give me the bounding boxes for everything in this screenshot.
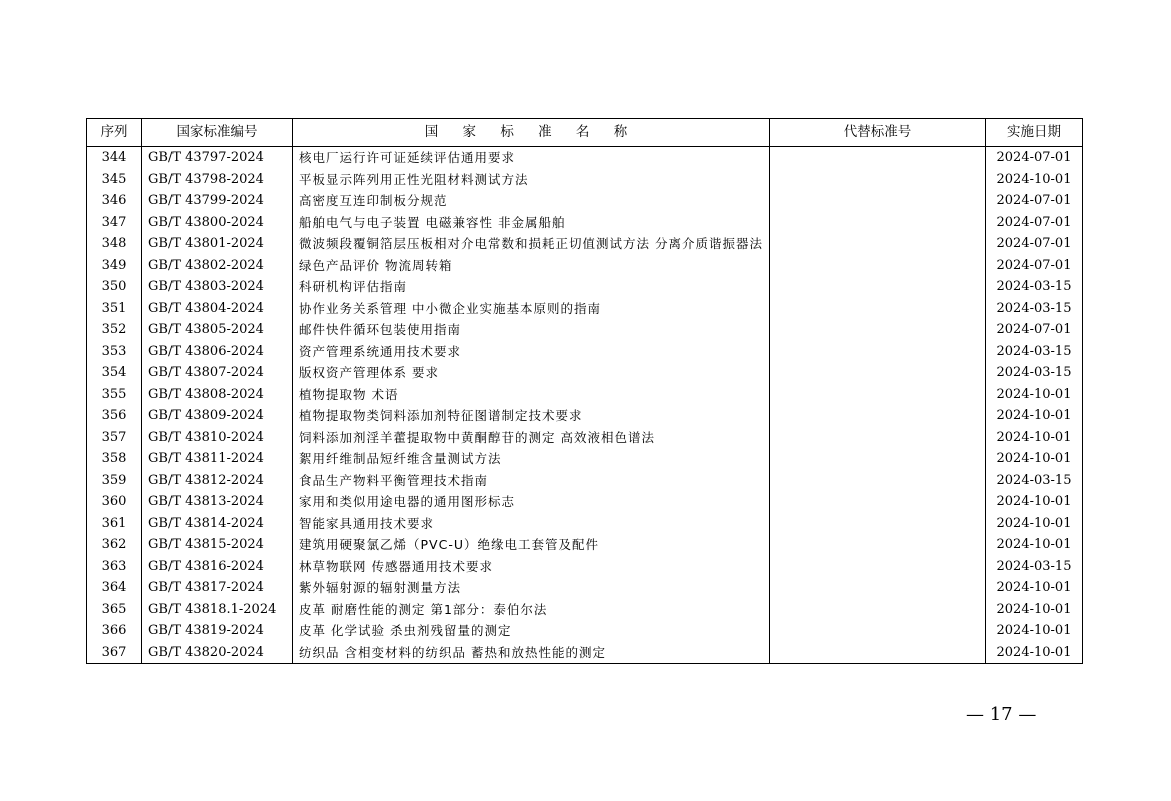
cell-date: 2024-07-01 xyxy=(986,190,1083,212)
table-row xyxy=(87,233,1083,255)
page-number: — 17 — xyxy=(966,704,1037,725)
cell-name: 高密度互连印制板分规范 xyxy=(293,190,770,212)
cell-code: GB/T 43797-2024 xyxy=(142,147,293,169)
cell-replaced xyxy=(770,212,986,234)
cell-name: 皮革 化学试验 杀虫剂残留量的测定 xyxy=(293,620,770,642)
cell-name: 家用和类似用途电器的通用图形标志 xyxy=(293,491,770,513)
cell-replaced xyxy=(770,319,986,341)
cell-seq: 350 xyxy=(87,276,142,298)
cell-date: 2024-03-15 xyxy=(986,556,1083,578)
cell-code: GB/T 43818.1-2024 xyxy=(142,599,293,621)
table-row xyxy=(87,319,1083,341)
standards-table xyxy=(86,118,1083,664)
cell-code: GB/T 43801-2024 xyxy=(142,233,293,255)
cell-date: 2024-07-01 xyxy=(986,319,1083,341)
cell-seq: 352 xyxy=(87,319,142,341)
table-row xyxy=(87,190,1083,212)
cell-name: 建筑用硬聚氯乙烯（PVC-U）绝缘电工套管及配件 xyxy=(293,534,770,556)
cell-code: GB/T 43815-2024 xyxy=(142,534,293,556)
cell-replaced xyxy=(770,448,986,470)
cell-code: GB/T 43810-2024 xyxy=(142,427,293,449)
cell-name: 饲料添加剂淫羊藿提取物中黄酮醇苷的测定 高效液相色谱法 xyxy=(293,427,770,449)
cell-seq: 362 xyxy=(87,534,142,556)
cell-date: 2024-10-01 xyxy=(986,620,1083,642)
cell-date: 2024-10-01 xyxy=(986,405,1083,427)
cell-replaced xyxy=(770,384,986,406)
cell-seq: 355 xyxy=(87,384,142,406)
cell-code: GB/T 43812-2024 xyxy=(142,470,293,492)
cell-date: 2024-10-01 xyxy=(986,491,1083,513)
cell-code: GB/T 43800-2024 xyxy=(142,212,293,234)
cell-date: 2024-10-01 xyxy=(986,599,1083,621)
cell-name: 核电厂运行许可证延续评估通用要求 xyxy=(293,147,770,169)
cell-date: 2024-10-01 xyxy=(986,513,1083,535)
cell-name: 协作业务关系管理 中小微企业实施基本原则的指南 xyxy=(293,298,770,320)
cell-name: 食品生产物料平衡管理技术指南 xyxy=(293,470,770,492)
cell-replaced xyxy=(770,534,986,556)
cell-replaced xyxy=(770,513,986,535)
cell-name: 版权资产管理体系 要求 xyxy=(293,362,770,384)
cell-code: GB/T 43805-2024 xyxy=(142,319,293,341)
cell-code: GB/T 43811-2024 xyxy=(142,448,293,470)
cell-code: GB/T 43802-2024 xyxy=(142,255,293,277)
cell-date: 2024-07-01 xyxy=(986,147,1083,169)
cell-seq: 353 xyxy=(87,341,142,363)
cell-replaced xyxy=(770,642,986,664)
cell-date: 2024-10-01 xyxy=(986,642,1083,664)
cell-replaced xyxy=(770,298,986,320)
header-replaced: 代替标准号 xyxy=(770,119,986,147)
cell-seq: 364 xyxy=(87,577,142,599)
cell-name: 科研机构评估指南 xyxy=(293,276,770,298)
header-date: 实施日期 xyxy=(986,119,1083,147)
cell-code: GB/T 43807-2024 xyxy=(142,362,293,384)
cell-name: 邮件快件循环包装使用指南 xyxy=(293,319,770,341)
cell-seq: 367 xyxy=(87,642,142,664)
cell-seq: 348 xyxy=(87,233,142,255)
cell-code: GB/T 43809-2024 xyxy=(142,405,293,427)
cell-replaced xyxy=(770,233,986,255)
cell-code: GB/T 43817-2024 xyxy=(142,577,293,599)
cell-name: 平板显示阵列用正性光阻材料测试方法 xyxy=(293,169,770,191)
cell-seq: 351 xyxy=(87,298,142,320)
cell-seq: 347 xyxy=(87,212,142,234)
cell-replaced xyxy=(770,255,986,277)
cell-seq: 349 xyxy=(87,255,142,277)
cell-date: 2024-03-15 xyxy=(986,470,1083,492)
cell-seq: 363 xyxy=(87,556,142,578)
table-row xyxy=(87,513,1083,535)
table-row xyxy=(87,642,1083,664)
cell-name: 植物提取物类饲料添加剂特征图谱制定技术要求 xyxy=(293,405,770,427)
cell-name: 资产管理系统通用技术要求 xyxy=(293,341,770,363)
cell-replaced xyxy=(770,599,986,621)
header-name: 国 家 标 准 名 称 xyxy=(293,119,770,147)
table-row xyxy=(87,405,1083,427)
cell-code: GB/T 43820-2024 xyxy=(142,642,293,664)
cell-replaced xyxy=(770,190,986,212)
cell-code: GB/T 43819-2024 xyxy=(142,620,293,642)
cell-seq: 366 xyxy=(87,620,142,642)
cell-replaced xyxy=(770,169,986,191)
cell-date: 2024-10-01 xyxy=(986,427,1083,449)
cell-date: 2024-10-01 xyxy=(986,534,1083,556)
cell-replaced xyxy=(770,470,986,492)
cell-name: 皮革 耐磨性能的测定 第1部分：泰伯尔法 xyxy=(293,599,770,621)
cell-seq: 345 xyxy=(87,169,142,191)
cell-seq: 344 xyxy=(87,147,142,169)
table-row xyxy=(87,556,1083,578)
table-row xyxy=(87,212,1083,234)
table-row xyxy=(87,298,1083,320)
cell-code: GB/T 43799-2024 xyxy=(142,190,293,212)
table-row xyxy=(87,427,1083,449)
cell-date: 2024-10-01 xyxy=(986,169,1083,191)
cell-date: 2024-03-15 xyxy=(986,341,1083,363)
cell-name: 絮用纤维制品短纤维含量测试方法 xyxy=(293,448,770,470)
table-row xyxy=(87,169,1083,191)
cell-name: 植物提取物 术语 xyxy=(293,384,770,406)
cell-seq: 357 xyxy=(87,427,142,449)
cell-date: 2024-03-15 xyxy=(986,298,1083,320)
cell-seq: 358 xyxy=(87,448,142,470)
header-row xyxy=(87,119,1083,147)
table-row xyxy=(87,448,1083,470)
cell-seq: 359 xyxy=(87,470,142,492)
table-row xyxy=(87,620,1083,642)
cell-replaced xyxy=(770,577,986,599)
table-row xyxy=(87,276,1083,298)
cell-code: GB/T 43798-2024 xyxy=(142,169,293,191)
cell-date: 2024-03-15 xyxy=(986,276,1083,298)
cell-name: 船舶电气与电子装置 电磁兼容性 非金属船舶 xyxy=(293,212,770,234)
cell-date: 2024-07-01 xyxy=(986,233,1083,255)
cell-replaced xyxy=(770,362,986,384)
cell-date: 2024-10-01 xyxy=(986,577,1083,599)
cell-name: 绿色产品评价 物流周转箱 xyxy=(293,255,770,277)
cell-seq: 361 xyxy=(87,513,142,535)
cell-date: 2024-10-01 xyxy=(986,448,1083,470)
cell-replaced xyxy=(770,147,986,169)
table-row xyxy=(87,384,1083,406)
header-code: 国家标准编号 xyxy=(142,119,293,147)
cell-seq: 360 xyxy=(87,491,142,513)
table-row xyxy=(87,255,1083,277)
cell-seq: 356 xyxy=(87,405,142,427)
table-row xyxy=(87,577,1083,599)
cell-name: 微波频段覆铜箔层压板相对介电常数和损耗正切值测试方法 分离介质谐振器法 xyxy=(293,233,770,255)
table-row xyxy=(87,534,1083,556)
cell-replaced xyxy=(770,491,986,513)
cell-code: GB/T 43816-2024 xyxy=(142,556,293,578)
cell-date: 2024-03-15 xyxy=(986,362,1083,384)
cell-seq: 365 xyxy=(87,599,142,621)
cell-name: 紫外辐射源的辐射测量方法 xyxy=(293,577,770,599)
cell-code: GB/T 43804-2024 xyxy=(142,298,293,320)
cell-code: GB/T 43814-2024 xyxy=(142,513,293,535)
cell-code: GB/T 43813-2024 xyxy=(142,491,293,513)
cell-name: 林草物联网 传感器通用技术要求 xyxy=(293,556,770,578)
cell-date: 2024-07-01 xyxy=(986,255,1083,277)
cell-replaced xyxy=(770,405,986,427)
cell-code: GB/T 43808-2024 xyxy=(142,384,293,406)
cell-date: 2024-10-01 xyxy=(986,384,1083,406)
table-row xyxy=(87,470,1083,492)
table-row xyxy=(87,599,1083,621)
cell-replaced xyxy=(770,276,986,298)
cell-name: 纺织品 含相变材料的纺织品 蓄热和放热性能的测定 xyxy=(293,642,770,664)
cell-replaced xyxy=(770,341,986,363)
table-row xyxy=(87,341,1083,363)
table-row xyxy=(87,491,1083,513)
cell-replaced xyxy=(770,620,986,642)
table-row xyxy=(87,362,1083,384)
cell-replaced xyxy=(770,427,986,449)
table-body xyxy=(87,147,1083,664)
cell-name: 智能家具通用技术要求 xyxy=(293,513,770,535)
cell-date: 2024-07-01 xyxy=(986,212,1083,234)
cell-replaced xyxy=(770,556,986,578)
cell-seq: 346 xyxy=(87,190,142,212)
cell-code: GB/T 43803-2024 xyxy=(142,276,293,298)
cell-code: GB/T 43806-2024 xyxy=(142,341,293,363)
table-row xyxy=(87,147,1083,169)
header-seq: 序列 xyxy=(87,119,142,147)
cell-seq: 354 xyxy=(87,362,142,384)
